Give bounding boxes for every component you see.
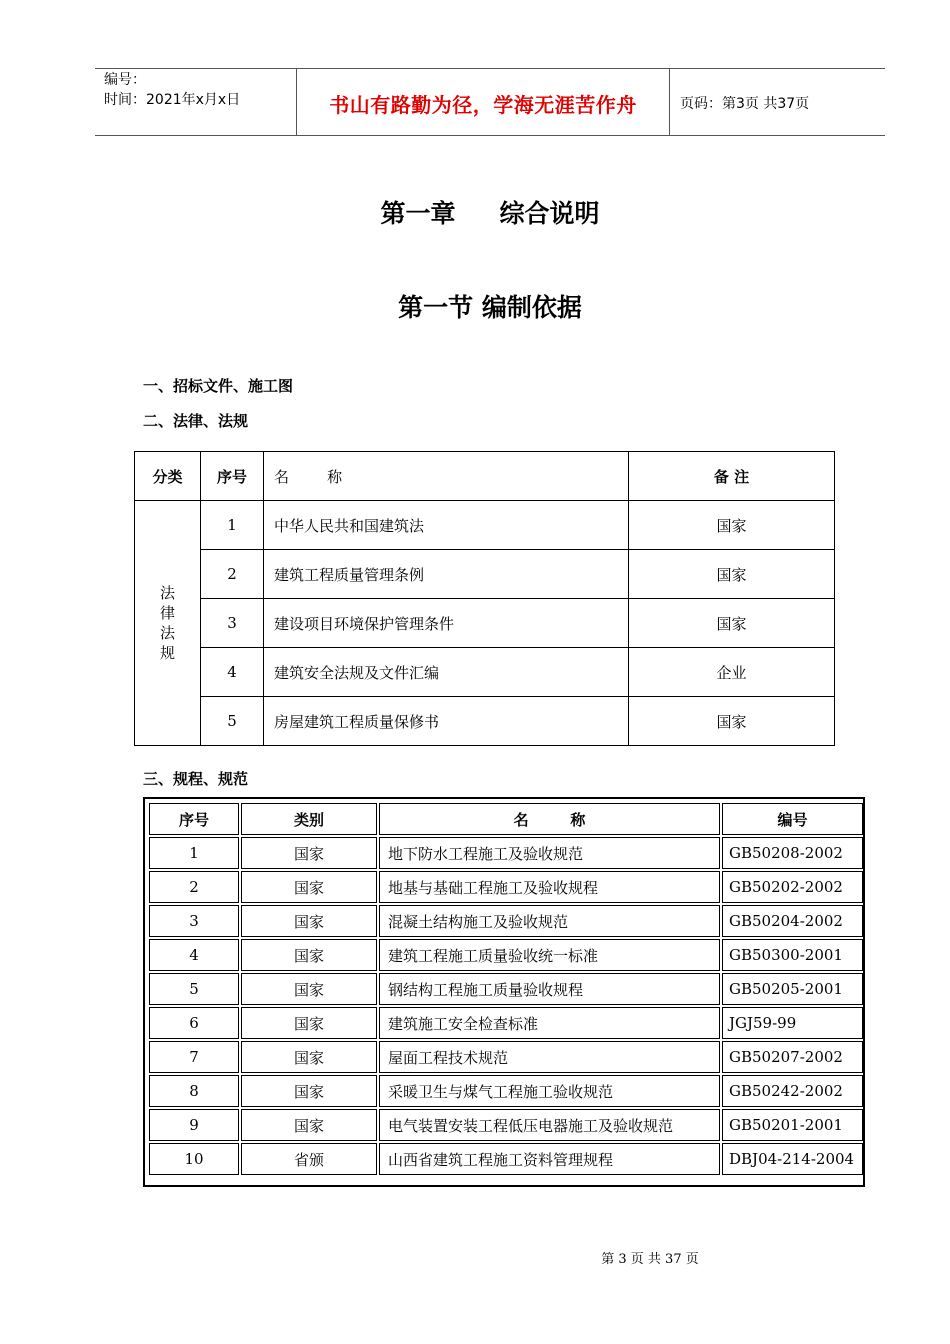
- standards-code: GB50202-2002: [722, 871, 863, 903]
- standards-code: GB50300-2001: [722, 939, 863, 971]
- standards-table-frame: [143, 797, 865, 1187]
- standards-name: 地基与基础工程施工及验收规程: [379, 871, 720, 903]
- standards-type: 国家: [241, 905, 377, 937]
- standards-type: 国家: [241, 837, 377, 869]
- standards-type: 国家: [241, 1007, 377, 1039]
- laws-header-name: 名 称: [264, 452, 629, 501]
- standards-name: 屋面工程技术规范: [379, 1041, 720, 1073]
- standards-seq: 2: [149, 871, 239, 903]
- standards-type: 国家: [241, 973, 377, 1005]
- standards-code: JGJ59-99: [722, 1007, 863, 1039]
- standards-code: GB50201-2001: [722, 1109, 863, 1141]
- header-divider-right: [669, 69, 670, 136]
- laws-remark: 国家: [629, 501, 835, 550]
- laws-seq: 5: [201, 697, 264, 746]
- standards-type: 省颁: [241, 1143, 377, 1175]
- table-row: [149, 1143, 863, 1175]
- header-number-label: 编号：: [104, 72, 146, 88]
- heading-1: 一、招标文件、施工图: [143, 377, 294, 395]
- chapter-number: 第一章: [380, 199, 456, 228]
- standards-header-seq: 序号: [149, 803, 239, 835]
- standards-name: 采暖卫生与煤气工程施工验收规范: [379, 1075, 720, 1107]
- table-row: [149, 905, 863, 937]
- standards-seq: 5: [149, 973, 239, 1005]
- laws-category-vertical-label: [160, 583, 175, 663]
- laws-header-seq: 序号: [201, 452, 264, 501]
- laws-header-remark: 备 注: [629, 452, 835, 501]
- standards-header-name: 名 称: [379, 803, 720, 835]
- laws-name: 建设项目环境保护管理条件: [264, 599, 629, 648]
- laws-seq: 2: [201, 550, 264, 599]
- table-row: [135, 648, 835, 697]
- table-row: [149, 837, 863, 869]
- table-row: [135, 599, 835, 648]
- header-divider-left: [296, 69, 297, 136]
- chapter-title: [0, 194, 950, 230]
- standards-seq: 6: [149, 1007, 239, 1039]
- laws-table: [134, 451, 835, 746]
- standards-table-header-row: [149, 803, 863, 835]
- standards-code: GB50207-2002: [722, 1041, 863, 1073]
- category-char: 法: [160, 624, 176, 642]
- standards-header-type: 类别: [241, 803, 377, 835]
- chapter-name: 综合说明: [499, 199, 600, 228]
- section-title: 第一节 编制依据: [398, 293, 582, 322]
- standards-name: 地下防水工程施工及验收规范: [379, 837, 720, 869]
- standards-seq: 1: [149, 837, 239, 869]
- standards-table: [147, 801, 865, 1177]
- heading-3: 三、规程、规范: [143, 770, 249, 788]
- standards-code: GB50205-2001: [722, 973, 863, 1005]
- laws-seq: 4: [201, 648, 264, 697]
- standards-type: 国家: [241, 871, 377, 903]
- standards-name: 建筑工程施工质量验收统一标准: [379, 939, 720, 971]
- standards-code: GB50242-2002: [722, 1075, 863, 1107]
- table-row: [135, 501, 835, 550]
- laws-name: 建筑工程质量管理条例: [264, 550, 629, 599]
- laws-name: 房屋建筑工程质量保修书: [264, 697, 629, 746]
- laws-name: 建筑安全法规及文件汇编: [264, 648, 629, 697]
- table-row: [135, 697, 835, 746]
- table-row: [149, 1007, 863, 1039]
- standards-type: 国家: [241, 939, 377, 971]
- standards-seq: 3: [149, 905, 239, 937]
- table-row: [149, 973, 863, 1005]
- page-footer: 第 3 页 共 37 页: [601, 1252, 699, 1267]
- standards-code: DBJ04-214-2004: [722, 1143, 863, 1175]
- table-row: [149, 1041, 863, 1073]
- category-char: 律: [160, 604, 176, 622]
- laws-remark: 企业: [629, 648, 835, 697]
- table-row: [149, 871, 863, 903]
- standards-type: 国家: [241, 1075, 377, 1107]
- standards-seq: 10: [149, 1143, 239, 1175]
- laws-remark: 国家: [629, 599, 835, 648]
- header-page-label: 页码：第3页 共37页: [680, 96, 810, 112]
- standards-name: 混凝土结构施工及验收规范: [379, 905, 720, 937]
- laws-seq: 1: [201, 501, 264, 550]
- laws-remark: 国家: [629, 697, 835, 746]
- header-top-rule: [95, 68, 885, 69]
- table-row: [149, 1075, 863, 1107]
- header-time-label: 时间：2021年x月x日: [104, 92, 241, 108]
- standards-seq: 9: [149, 1109, 239, 1141]
- standards-type: 国家: [241, 1041, 377, 1073]
- standards-name: 电气装置安装工程低压电器施工及验收规范: [379, 1109, 720, 1141]
- header-left-block: [104, 70, 240, 110]
- laws-category-cell: [135, 501, 201, 746]
- standards-code: GB50208-2002: [722, 837, 863, 869]
- category-char: 规: [160, 644, 176, 662]
- standards-header-code: 编号: [722, 803, 863, 835]
- standards-name: 钢结构工程施工质量验收规程: [379, 973, 720, 1005]
- header-motto: 书山有路勤为径，学海无涯苦作舟: [329, 93, 637, 117]
- laws-name: 中华人民共和国建筑法: [264, 501, 629, 550]
- laws-remark: 国家: [629, 550, 835, 599]
- standards-code: GB50204-2002: [722, 905, 863, 937]
- category-char: 法: [160, 584, 176, 602]
- heading-2: 二、法律、法规: [143, 412, 249, 430]
- standards-name: 建筑施工安全检查标准: [379, 1007, 720, 1039]
- standards-seq: 8: [149, 1075, 239, 1107]
- laws-seq: 3: [201, 599, 264, 648]
- laws-table-header-row: [135, 452, 835, 501]
- standards-type: 国家: [241, 1109, 377, 1141]
- standards-name: 山西省建筑工程施工资料管理规程: [379, 1143, 720, 1175]
- laws-header-category: 分类: [135, 452, 201, 501]
- table-row: [149, 1109, 863, 1141]
- standards-seq: 7: [149, 1041, 239, 1073]
- standards-seq: 4: [149, 939, 239, 971]
- table-row: [149, 939, 863, 971]
- table-row: [135, 550, 835, 599]
- header-bottom-rule: [95, 135, 885, 136]
